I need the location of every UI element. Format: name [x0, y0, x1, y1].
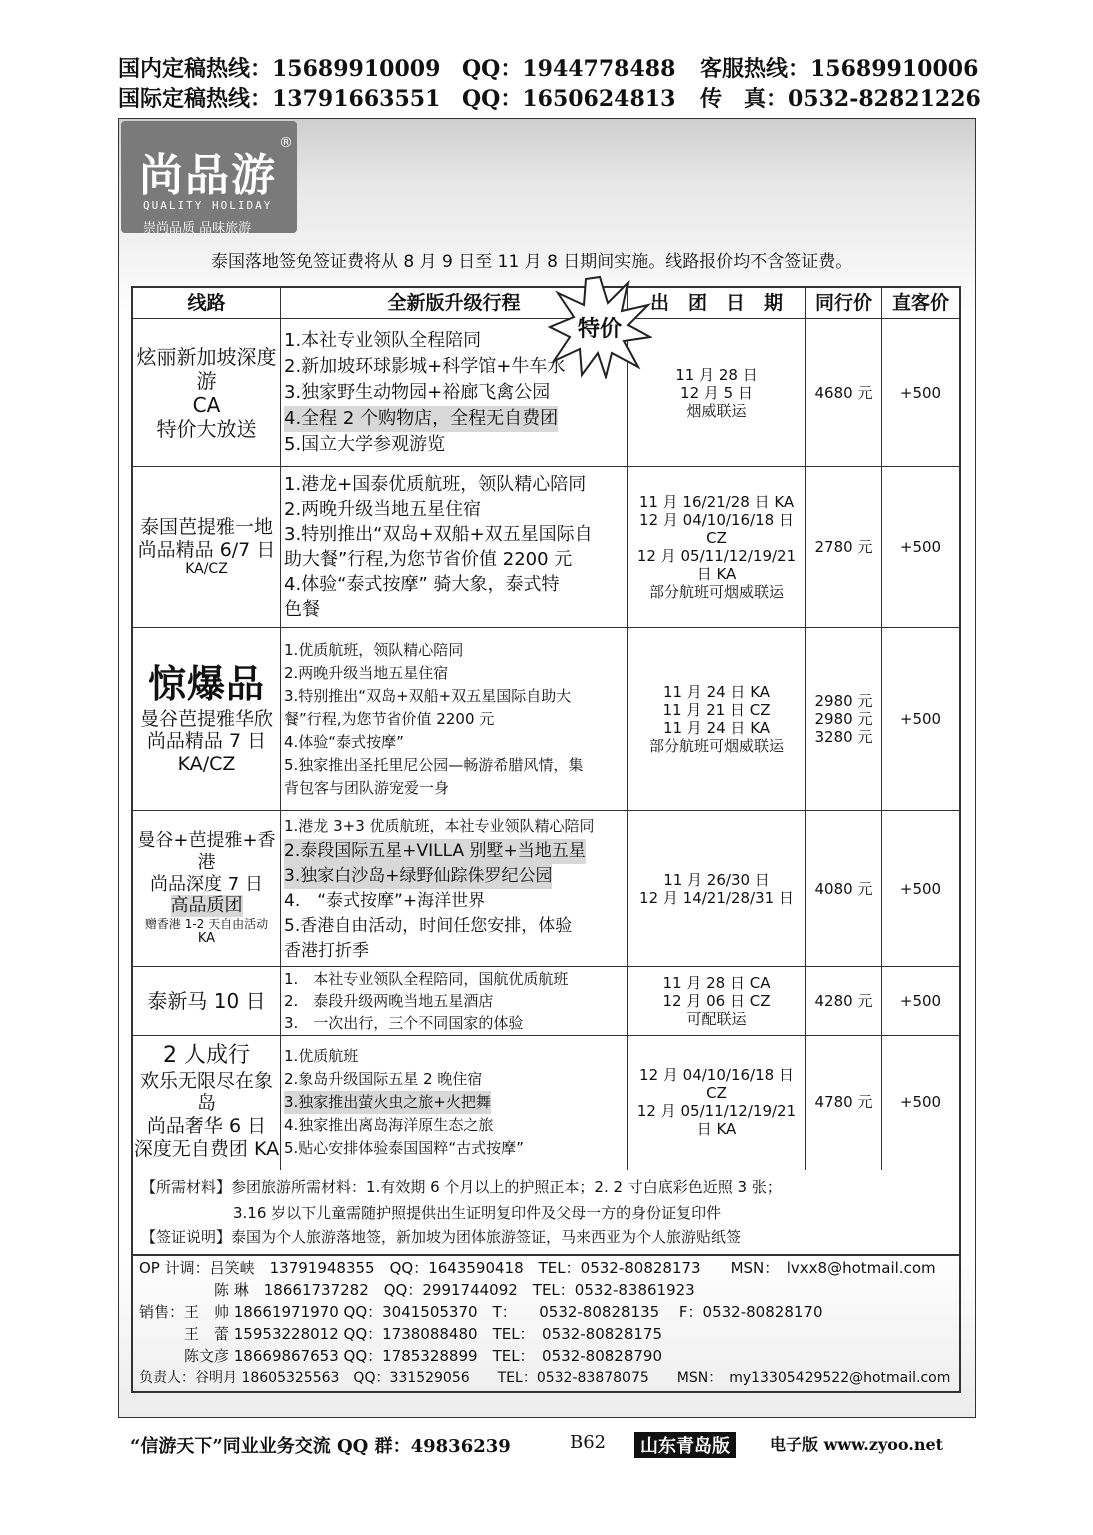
itinerary-line: 3.独家推出萤火虫之旅+火把舞 [284, 1091, 491, 1114]
date-line: CZ [706, 1084, 727, 1102]
table-row-itinerary [284, 811, 624, 966]
price-line: 4080 元 [814, 879, 873, 898]
route-line: 尚品精品 7 日 [146, 730, 267, 753]
table-row-dates [628, 319, 805, 466]
itinerary-line: 3.特别推出“双岛+双船+双五星国际自助大 [284, 686, 572, 705]
contact-line: 王 蕾 15953228012 QQ：1738088480 TEL： 0532-80828175 [139, 1325, 662, 1343]
itinerary-line: 2.两晚升级当地五星住宿 [284, 663, 449, 682]
itinerary-line: 3.特别推出“双岛+双船+双五星国际自 [284, 524, 593, 545]
itinerary-line: 5.独家推出圣托里尼公园—畅游希腊风情，集 [284, 755, 584, 774]
table-row-retail: +500 [899, 710, 942, 728]
table-row-dates [628, 967, 805, 1035]
itinerary-line: 3.独家白沙岛+绿野仙踪侏罗纪公园 [284, 864, 552, 889]
itinerary-line: 5.国立大学参观游览 [284, 433, 446, 455]
contact-line: 陈文彦 18669867653 QQ：1785328899 TEL： 0532-80828790 [139, 1347, 662, 1365]
route-line: 尚品精品 6/7 日 [137, 538, 276, 561]
visa-note: 【签证说明】泰国为个人旅游落地签，新加坡为团体旅游签证，马来西亚为个人旅游贴纸签 [141, 1228, 742, 1246]
route-line: CA [192, 392, 221, 417]
table-row-route [133, 811, 280, 966]
contact-line: OP 计调：吕笑峡 13791948355 QQ：1643590418 TEL：0532-80828173 MSN： lvxx8@hotmail.com [139, 1259, 936, 1277]
table-row-peer-price [806, 811, 881, 966]
domestic-qq: QQ：1944778488 [462, 56, 676, 82]
fax: 传 真：0532-82821226 [700, 86, 981, 112]
contacts-section [131, 1254, 961, 1393]
contact-line: 销售：王 帅 18661971970 QQ：3041505370 T： 0532-80828135 F：0532-80828170 [139, 1303, 823, 1321]
route-line: 曼谷+芭提雅+香港 [137, 830, 276, 873]
itinerary-line: 5.香港自由活动，时间任您安排，体验 [284, 915, 573, 936]
col-header-peer-price: 同行价 [814, 292, 872, 314]
qq-group: “信游天下”同业业务交流 QQ 群：49836239 [130, 1436, 511, 1457]
date-line: 12 月 05/11/12/19/21 [636, 547, 797, 565]
price-line: 2780 元 [814, 538, 873, 556]
table-row-retail: +500 [899, 1093, 942, 1111]
table-row-itinerary [284, 967, 624, 1035]
itinerary-line: 4.体验“泰式按摩” [284, 732, 404, 751]
itinerary-line: 1.港龙 3+3 优质航班，本社专业领队精心陪同 [284, 816, 595, 835]
route-line: 高品质团 [170, 895, 243, 917]
route-line: 炫丽新加坡深度游 [136, 344, 277, 393]
date-line: 12 月 06 日 CZ [662, 992, 771, 1010]
website: 电子版 www.zyoo.net [770, 1435, 944, 1454]
price-line: 4280 元 [814, 992, 873, 1010]
table-row-retail: +500 [899, 538, 942, 556]
logo-name: 尚品游 [139, 150, 277, 201]
route-line: 曼谷芭提雅华欣 [139, 707, 273, 730]
table-row-dates [628, 628, 805, 810]
route-line: 泰新马 10 日 [147, 989, 266, 1013]
table-row-dates [628, 811, 805, 966]
table-row-peer-price [806, 467, 881, 627]
itinerary-line: 3.独家野生动物园+裕廊飞禽公园 [284, 381, 551, 403]
date-line: 部分航班可烟威联运 [648, 737, 784, 755]
contact-line: 负责人：谷明月 18605325563 QQ：331529056 TEL：0532-83878075 MSN： my13305429522@hotmail.com [139, 1370, 951, 1386]
date-line: 12 月 14/21/28/31 日 [639, 888, 794, 907]
date-line: 烟威联运 [686, 401, 747, 420]
route-line: 赠香港 1-2 天自由活动 [144, 916, 269, 931]
table-row-peer-price [806, 967, 881, 1035]
table-row-itinerary [284, 467, 624, 627]
route-line: 尚品深度 7 日 [150, 873, 263, 895]
itinerary-line: 2.象岛升级国际五星 2 晚住宿 [284, 1069, 483, 1088]
date-line: 11 月 26/30 日 [663, 870, 770, 889]
date-line: 11 月 24 日 KA [662, 683, 771, 701]
route-line: 泰国芭提雅一地 [139, 515, 273, 538]
route-line: 欢乐无限尽在象岛 [139, 1069, 273, 1115]
registered-mark: ® [279, 135, 293, 151]
date-line: 12 月 04/10/16/18 日 [639, 511, 794, 529]
table-row-dates [628, 1036, 805, 1168]
date-line: 11 月 28 日 [675, 365, 758, 384]
notes-section [131, 1170, 961, 1256]
date-line: 12 月 04/10/16/18 日 [639, 1066, 794, 1084]
itinerary-line: 餐”行程,为您节省价值 2200 元 [284, 709, 495, 728]
date-line: CZ [706, 529, 727, 547]
itinerary-line: 1.港龙+国泰优质航班，领队精心陪同 [284, 474, 587, 495]
itinerary-line: 4.独家推出离岛海洋原生态之旅 [284, 1115, 494, 1134]
itinerary-line: 4.全程 2 个购物店，全程无自费团 [284, 406, 558, 432]
table-row-itinerary [284, 1036, 624, 1168]
itinerary-line: 2. 泰段升级两晚当地五星酒店 [284, 992, 494, 1010]
itinerary-line: 4.体验“泰式按摩” 骑大象，泰式特 [284, 574, 560, 595]
intl-qq: QQ：1650624813 [462, 86, 676, 112]
tour-table [131, 286, 961, 1174]
date-line: 12 月 05/11/12/19/21 [636, 1102, 797, 1120]
table-row-dates [628, 467, 805, 627]
logo-english: QUALITY HOLIDAY [143, 199, 273, 212]
itinerary-line: 助大餐”行程,为您节省价值 2200 元 [284, 549, 573, 570]
visa-notice: 泰国落地签免签证费将从 8 月 9 日至 11 月 8 日期间实施。线路报价均不含签证费。 [211, 252, 853, 272]
route-line: KA [197, 931, 216, 947]
intl-hotline: 国际定稿热线：13791663551 [118, 86, 441, 112]
price-line: 4780 元 [814, 1093, 873, 1111]
itinerary-line: 背包客与团队游宠爱一身 [284, 778, 450, 797]
brand-logo [121, 121, 297, 236]
contact-line: 陈 琳 18661737282 QQ：2991744092 TEL：0532-83861923 [139, 1281, 695, 1299]
table-row-retail: +500 [899, 383, 942, 402]
itinerary-line: 4. “泰式按摩”+海洋世界 [284, 890, 486, 911]
price-line: 2980 元 [814, 692, 873, 710]
table-row-peer-price [806, 319, 881, 466]
table-row-route [133, 628, 280, 810]
col-header-itinerary: 全新版升级行程 [387, 292, 521, 314]
table-row-peer-price [806, 628, 881, 810]
table-row-route [133, 467, 280, 627]
itinerary-line: 色餐 [284, 599, 320, 620]
badge-label: 惊爆品 [147, 662, 265, 706]
date-line: 11 月 28 日 CA [662, 974, 771, 992]
service-hotline: 客服热线：15689910006 [700, 56, 979, 82]
itinerary-line: 2.两晚升级当地五星住宿 [284, 499, 482, 520]
itinerary-line: 1.本社专业领队全程陪同 [284, 329, 482, 351]
table-row-route [133, 319, 280, 466]
date-line: 12 月 5 日 [680, 383, 753, 402]
table-row-retail: +500 [899, 879, 942, 898]
price-line: 4680 元 [814, 383, 873, 402]
col-header-retail-price: 直客价 [891, 292, 949, 314]
itinerary-line: 5.贴心安排体验泰国国粹“古式按摩” [284, 1138, 524, 1157]
date-line: 11 月 21 日 CZ [662, 701, 771, 719]
itinerary-line: 1. 本社专业领队全程陪同，国航优质航班 [284, 970, 569, 988]
table-row-retail: +500 [899, 992, 942, 1010]
itinerary-line: 2.新加坡环球影城+科学馆+牛车水 [284, 355, 566, 377]
route-line: 尚品奢华 6 日 [146, 1115, 267, 1138]
table-row-peer-price [806, 1036, 881, 1168]
burst-label: 特价 [577, 316, 622, 342]
table-row-itinerary [284, 628, 624, 810]
route-line: 2 人成行 [163, 1043, 250, 1069]
materials-note: 【所需材料】参团旅游所需材料：1.有效期 6 个月以上的护照正本；2. 2 寸白底彩色近照 3 张； [141, 1178, 782, 1196]
itinerary-line: 1.优质航班 [284, 1046, 359, 1065]
domestic-hotline: 国内定稿热线：15689910009 [118, 56, 441, 82]
price-line: 3280 元 [814, 728, 873, 746]
route-line: KA/CZ [177, 753, 236, 776]
date-line: 可配联运 [686, 1010, 747, 1028]
materials-note-2: 3.16 岁以下儿童需随护照提供出生证明复印件及父母一方的身份证复印件 [233, 1204, 722, 1222]
table-row-route [133, 967, 280, 1035]
edition-label: 山东青岛版 [634, 1432, 736, 1458]
date-line: 日 KA [696, 565, 737, 583]
date-line: 日 KA [696, 1120, 737, 1138]
itinerary-line: 1.优质航班，领队精心陪同 [284, 640, 464, 659]
itinerary-line: 香港打折季 [284, 940, 369, 961]
logo-slogan: 崇尚品质 品味旅游 [143, 221, 252, 236]
route-line: 特价大放送 [156, 416, 257, 441]
price-line: 2980 元 [814, 710, 873, 728]
page-number: B62 [570, 1432, 607, 1453]
table-row-route [133, 1036, 280, 1168]
col-header-route: 线路 [187, 292, 226, 314]
itinerary-line: 3. 一次出行，三个不同国家的体验 [284, 1014, 524, 1032]
date-line: 11 月 24 日 KA [662, 719, 771, 737]
route-line: KA/CZ [185, 561, 228, 578]
itinerary-line: 2.泰段国际五星+VILLA 别墅+当地五星 [284, 839, 586, 864]
date-line: 部分航班可烟威联运 [648, 583, 784, 601]
route-line: 深度无自费团 KA [133, 1137, 280, 1160]
col-header-dates: 出 团 日 期 [649, 292, 783, 314]
date-line: 11 月 16/21/28 日 KA [638, 493, 795, 511]
special-price-burst [548, 275, 652, 379]
